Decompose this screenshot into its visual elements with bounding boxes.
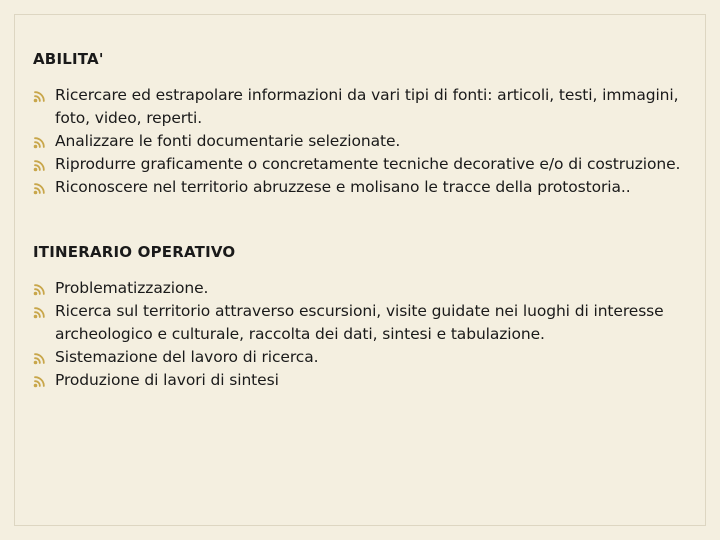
list-item-text: Analizzare le fonti documentarie selezionate. (55, 132, 401, 150)
list-item (33, 277, 703, 300)
slide-content (33, 48, 703, 392)
list-item-text: Ricercare ed estrapolare informazioni da vari tipi di fonti: articoli, testi, immagini, foto, video, reperti. (55, 86, 679, 127)
signal-waves-icon (33, 130, 55, 153)
list-item-text: Sistemazione del lavoro di ricerca. (55, 348, 319, 366)
signal-waves-icon (33, 277, 55, 300)
signal-waves-icon (33, 346, 55, 369)
list-item (33, 300, 703, 346)
signal-waves-icon (33, 84, 55, 107)
signal-waves-icon (33, 369, 55, 392)
list-item-text: Ricerca sul territorio attraverso escursioni, visite guidate nei luoghi di interesse archeologico e culturale, raccolta dei dati, sintesi e tabulazione. (55, 302, 664, 343)
list-item (33, 176, 703, 199)
abilita-list (33, 84, 703, 199)
list-item (33, 130, 703, 153)
signal-waves-icon (33, 176, 55, 199)
signal-waves-icon (33, 300, 55, 323)
section-heading-abilita: ABILITA' (33, 50, 104, 68)
list-item-text: Riprodurre graficamente o concretamente tecniche decorative e/o di costruzione. (55, 155, 681, 173)
list-item (33, 153, 703, 176)
list-item-text: Problematizzazione. (55, 279, 209, 297)
list-item (33, 369, 703, 392)
list-item-text: Riconoscere nel territorio abruzzese e molisano le tracce della protostoria.. (55, 178, 631, 196)
list-item-text: Produzione di lavori di sintesi (55, 371, 279, 389)
signal-waves-icon (33, 153, 55, 176)
list-item (33, 346, 703, 369)
itinerario-list (33, 277, 703, 392)
section-heading-itinerario: ITINERARIO OPERATIVO (33, 243, 236, 261)
list-item (33, 84, 703, 130)
